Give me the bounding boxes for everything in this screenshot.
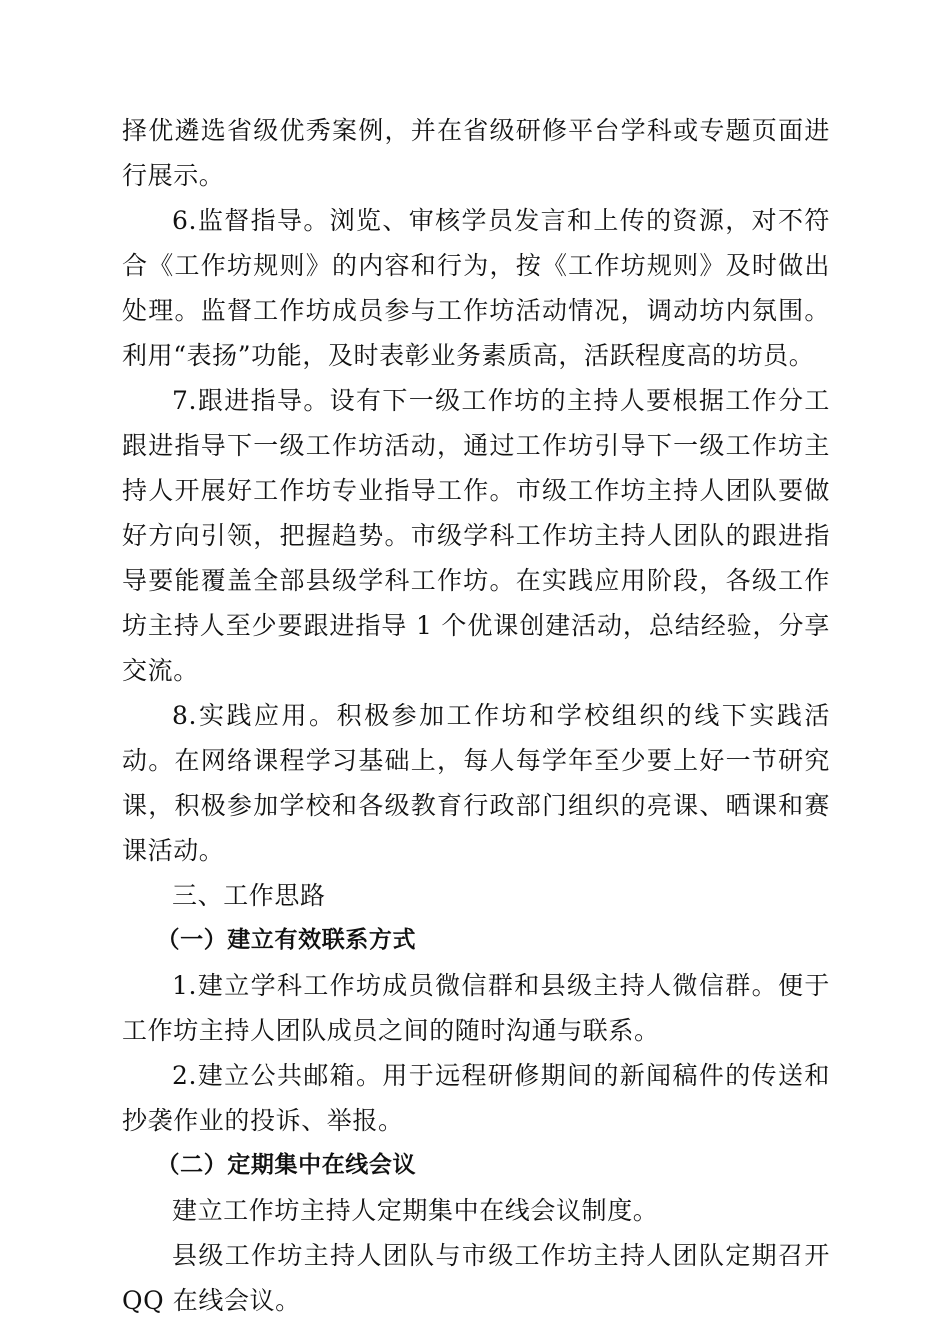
paragraph-continuation: 择优遴选省级优秀案例，并在省级研修平台学科或专题页面进行展示。 (122, 116, 830, 190)
subsection-heading-contact-methods: （一）建立有效联系方式 (156, 927, 417, 953)
subsection-heading-online-meetings: （二）定期集中在线会议 (156, 1152, 417, 1178)
section-heading-work-approach: 三、工作思路 (172, 881, 326, 910)
paragraph-qq-meetings: 县级工作坊主持人团队与市级工作坊主持人团队定期召开QQ 在线会议。 (122, 1241, 830, 1315)
paragraph-meeting-system: 建立工作坊主持人定期集中在线会议制度。 (172, 1196, 659, 1225)
paragraph-follow-up-guidance: 7.跟进指导。设有下一级工作坊的主持人要根据工作分工跟进指导下一级工作坊活动，通过工作坊引导下一级工作坊主持人开展好工作坊专业指导工作。市级工作坊主持人团队要做好方向引领，把握趋势。市级学科工作坊主持人团队的跟进指导要能覆盖全部县级学科工作坊。在实践应用阶段，各级工作坊主持人至少要跟进指导 1 个优课创建活动，总结经验，分享交流。 (122, 386, 830, 685)
paragraph-supervision-guidance: 6.监督指导。浏览、审核学员发言和上传的资源，对不符合《工作坊规则》的内容和行为，按《工作坊规则》及时做出处理。监督工作坊成员参与工作坊活动情况，调动坊内氛围。利用“表扬”功能，及时表彰业务素质高，活跃程度高的坊员。 (122, 206, 830, 370)
document-body (122, 108, 830, 1323)
paragraph-public-mailbox: 2.建立公共邮箱。用于远程研修期间的新闻稿件的传送和抄袭作业的投诉、举报。 (122, 1061, 830, 1135)
paragraph-wechat-groups: 1.建立学科工作坊成员微信群和县级主持人微信群。便于工作坊主持人团队成员之间的随时沟通与联系。 (122, 971, 830, 1045)
paragraph-practice-application: 8.实践应用。积极参加工作坊和学校组织的线下实践活动。在网络课程学习基础上，每人每学年至少要上好一节研究课，积极参加学校和各级教育行政部门组织的亮课、晒课和赛课活动。 (122, 701, 830, 865)
